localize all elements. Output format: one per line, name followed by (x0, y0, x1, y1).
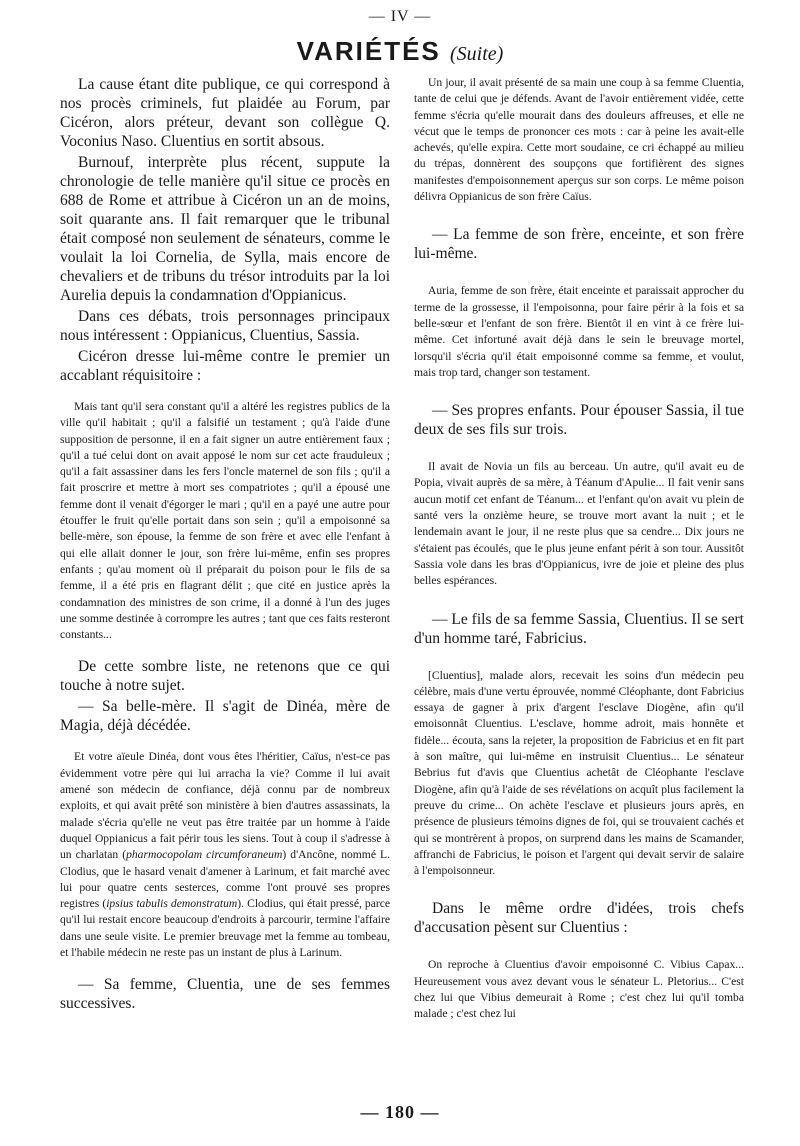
section-title (0, 36, 800, 67)
paragraph: Cicéron dresse lui-même contre le premier un accablant réquisitoire : (60, 348, 390, 384)
quote-text: Et votre aïeule Dinéa, dont vous êtes l'héritier, Caïus, n'est-ce pas évidemment votre père qui lui arracha la vie? Comme il lui avait amené son médecin de confiance, déjà connu par de nombreux exploits, et qui avait prêté son ministère à bien d'autres assassinats, la malade s'écria qu'elle ne veut pas être traitée par un homme à l'aide duquel Oppianicus a fait périr tous les siens. Tout à coup il s'adresse à un charlatan ( (60, 750, 390, 862)
paragraph: — Sa femme, Cluentia, une de ses femmes successives. (60, 976, 390, 1013)
page-number: — 180 — (360, 1102, 440, 1122)
quotation: Auria, femme de son frère, était enceinte et paraissait approcher du terme de la grossesse, il l'empoisonna, pour faire périr à la fois et sa belle-sœur et l'enfant de son frère. Bientôt il en vint à ce frère lui-même. Cet infortuné avait déjà dans le sein le breuvage mortel, lorsqu'il s'écria qu'il était empoisonné comme sa femme, et voulut, mais trop tard, changer son testament. (414, 284, 744, 379)
title-suite: (Suite) (450, 43, 504, 65)
paragraph: — Ses propres enfants. Pour épouser Sassia, il tue deux de ses fils sur trois. (414, 402, 744, 439)
paragraph: Dans le même ordre d'idées, trois chefs d'accusation pèsent sur Cluentius : (414, 900, 744, 937)
right-column (414, 75, 744, 1095)
paragraph: — Le fils de sa femme Sassia, Cluentius. Il se sert d'un homme taré, Fabricius. (414, 610, 744, 647)
quote-text: ) d'Ancône, nommé L. Clodius, que le hasard venait d'amener à Larinum, et fait marché avec lui pour quatre cents sesterces, comme l'ont prouvé ses propres registres ( (60, 848, 390, 911)
latin-phrase: ipsius tabulis demonstratum (106, 897, 238, 911)
quote-text: ). Clodius, qui était pressé, parce qu'il lui restait encore beaucoup d'endroits à parcourir, termine l'affaire dans une seule visite. Le premier breuvage met la femme au tombeau, et l'habile médecin ne reste pas un instant de plus à Larinum. (60, 897, 390, 960)
quotation: On reproche à Cluentius d'avoir empoisonné C. Vibius Capax... Heureusement vous avez devant vous le sénateur L. Pletorius... C'est chez lui que Vibius demeurait à Rome ; c'est chez lui qu'il tomba malade ; c'est chez lui (414, 958, 744, 1021)
paragraph: Burnouf, interprète plus récent, suppute la chronologie de telle manière qu'il situe ce procès en 688 de Rome et attribue à Cicéron un an de moins, soit quarante ans. Il fait remarquer que le tribunal était composé non seulement de sénateurs, comme le voulait la loi Cornelia, de Sylla, mais encore de chevaliers et de tribuns du trésor introduits par la loi Aurelia depuis la condamnation d'Oppianicus. (60, 154, 390, 304)
quotation: Mais tant qu'il sera constant qu'il a altéré les registres publics de la ville qu'il habitait ; qu'il a falsifié un testament ; qu'à l'aide d'une supposition de personne, il en a fait signer un autre entièrement faux ; qu'il a tué celui dont on avait apposé le nom sur cet acte frauduleux ; qu'il a fait assassiner dans les fers l'oncle maternel de son fils ; qu'il a fait proscrire et mettre à mort ses compatriotes ; qu'il a épousé une femme dont il venait d'égorger le mari ; qu'il en a payé une autre pour étouffer le fruit qu'elle portait dans son sein ; qu'il a empoisonné sa belle-mère, son épouse, la femme de son frère et avec elle l'enfant à qui elle allait donner le jour, son frère lui-même, enfin ses propres enfants ; qu'au moment où il préparait du poison pour le fils de sa femme, il a été pris en flagrant délit ; que cité en justice après la condamnation des ministres de son crime, il a donné à l'un des juges une somme destinée à corrompre les autres ; tant que ces faits resteront constants... (60, 400, 390, 642)
paragraph: La cause étant dite publique, ce qui correspond à nos procès criminels, fut plaidée au Forum, par Cicéron, alors préteur, devant son collègue Q. Voconius Naso. Cluentius en sortit absous. (60, 76, 390, 150)
quotation: [Cluentius], malade alors, recevait les soins d'un médecin peu célèbre, mais d'une vertu éprouvée, nommé Cléophante, dont Fabricius essaya de gagner à prix d'argent l'esclave Diogène, afin qu'il emoisonnât Cluentius. L'esclave, homme adroit, mais honnête et fidèle... écouta, sans la rejeter, la proposition de Fabricius et en fit part à son maître, qui lui-même en instruisit Cluentius... Le sénateur Bebrius fut d'avis que Cluentius achetât de Cléophante l'esclave Diogène, afin qu'à l'aide de ses révélations on acquît plus facilement la preuve du crime... On achète l'esclave et plusieurs jours après, en présence de plusieurs témoins dignes de foi, qui se trouvaient cachés et qui se montrèrent à propos, on surprend dans les mains de Scamander, affranchi de Fabricius, le poison et l'argent qui devait servir de salaire à l'empoisonneur. (414, 668, 744, 878)
paragraph: De cette sombre liste, ne retenons que ce qui touche à notre sujet. (60, 658, 390, 695)
quotation: Un jour, il avait présenté de sa main une coup à sa femme Cluentia, tante de celui que je défends. Avant de l'avoir entièrement vidée, cette femme s'écria qu'elle mourait dans des douleurs affreuses, et elle ne vécut que le temps de prononcer ces mots : car à peine les avait-elle achevés, qu'elle expira. Cette mort soudaine, ce cri échappé au milieu du trépas, donnèrent des soupçons que fortifièrent des signes manifestes d'empoisonnement aperçus sur son corps. Le même poison délivra Oppianicus de son frère Caïus. (414, 76, 744, 204)
page-header-roman: — IV — (368, 8, 432, 25)
left-column (60, 75, 390, 1095)
quotation: Il avait de Novia un fils au berceau. Un autre, qu'il avait eu de Popia, vivait auprès de sa mère, à Téanum d'Apulie... Il fait venir sans aucun motif cet enfant de Téanum... et l'enfant qu'on avait vu plein de santé vers la onzième heure, se trouve mort avant la nuit ; et le lendemain avant le jour, il ne reste plus que sa cendre... Dix jours ne s'étaient pas écoulés, que le plus jeune enfant périt à son tour. Aussitôt Sassia vole dans les bras d'Oppianicus, ivre de joie et pleine des plus belles espérances. (414, 460, 744, 588)
latin-phrase: pharmocopolam circumforaneum (126, 848, 283, 862)
paragraph: Dans ces débats, trois personnages principaux nous intéressent : Oppianicus, Cluentius, Sassia. (60, 308, 390, 344)
paragraph: — Sa belle-mère. Il s'agit de Dinéa, mère de Magia, déjà décédée. (60, 698, 390, 735)
paragraph: — La femme de son frère, enceinte, et son frère lui-même. (414, 226, 744, 263)
title-main: VARIÉTÉS (296, 36, 441, 66)
quotation (60, 749, 390, 961)
